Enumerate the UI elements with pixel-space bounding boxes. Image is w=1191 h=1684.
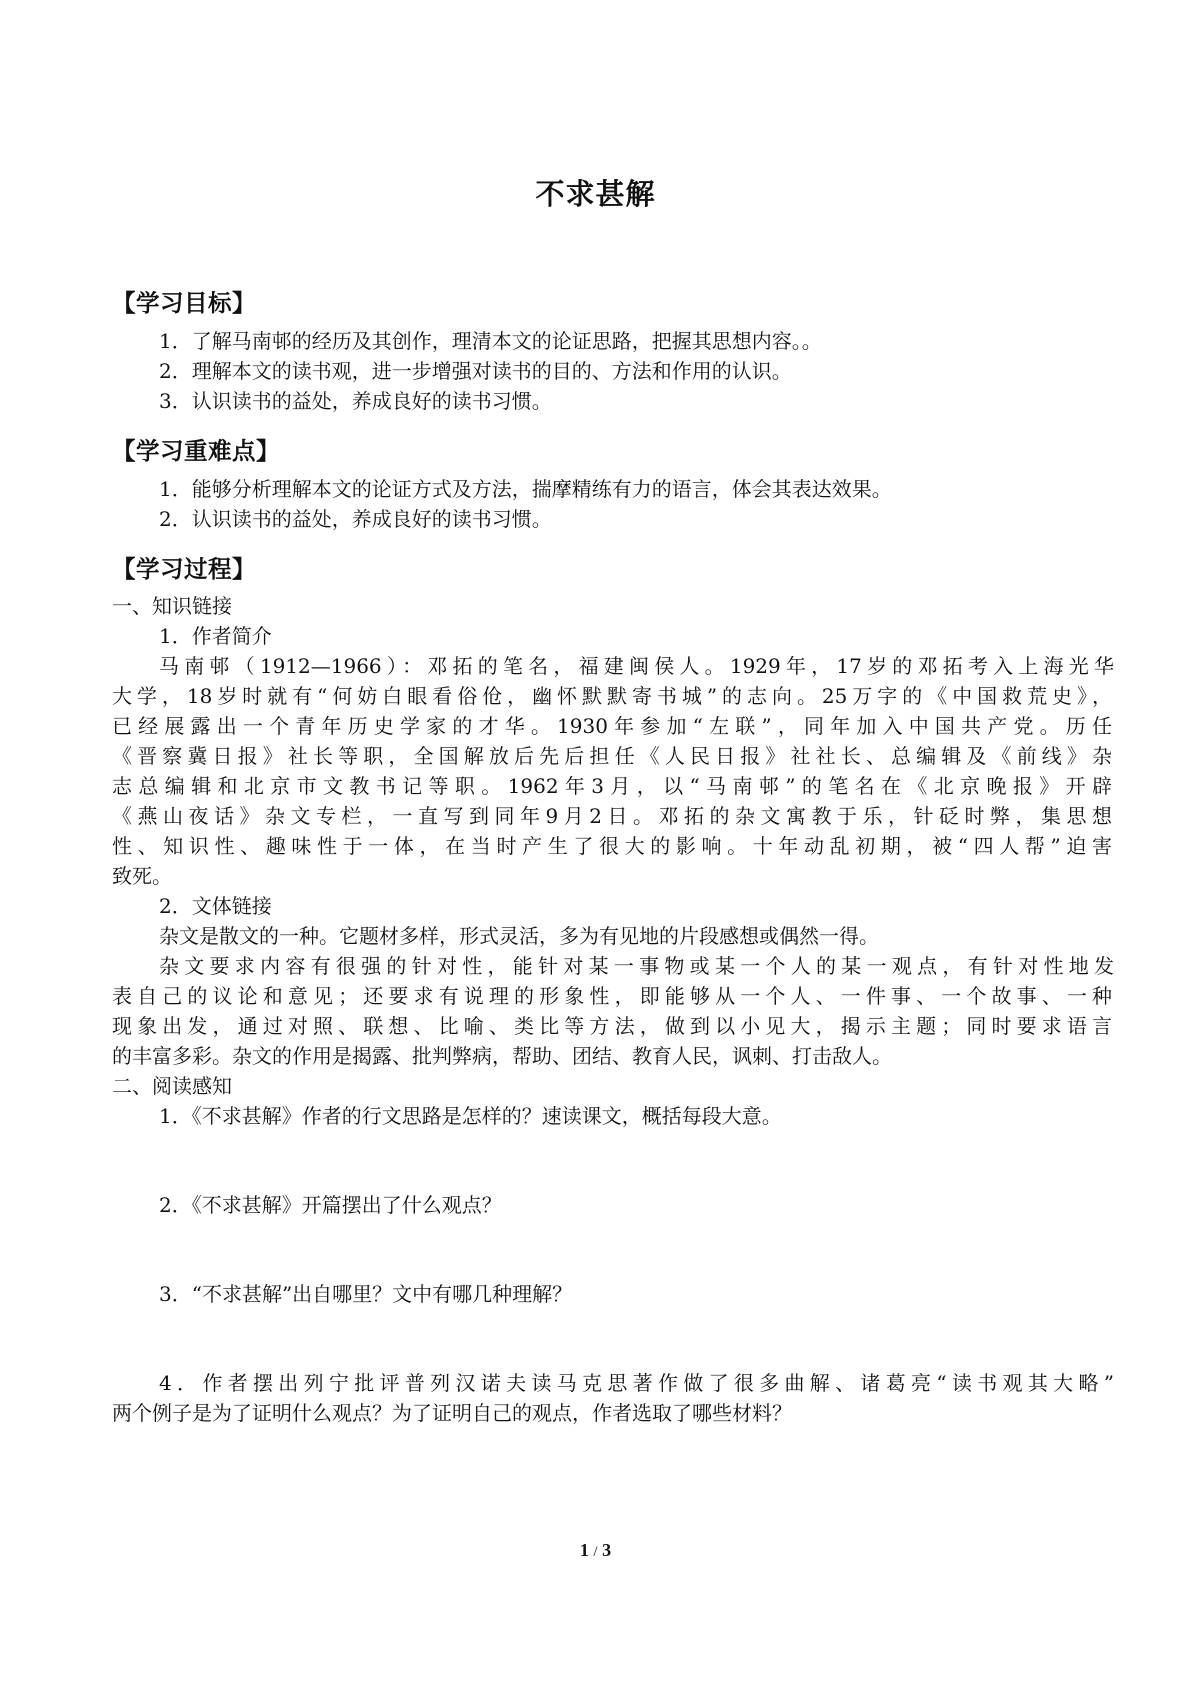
page-separator: / <box>593 1544 598 1560</box>
genre-paragraph-line: 现象出发，通过对照、联想、比喻、类比等方法，做到以小见大，揭示主题；同时要求语言 <box>112 1014 1112 1038</box>
subsection-title: 1．作者简介 <box>159 624 272 648</box>
part-title: 一、知识链接 <box>112 594 232 618</box>
question-item: 4．作者摆出列宁批评普列汉诺夫读马克思著作做了很多曲解、诸葛亮“读书观其大略” <box>159 1371 1114 1395</box>
page-title: 不求甚解 <box>535 177 656 211</box>
section-heading-goals: 【学习目标】 <box>112 289 256 317</box>
author-paragraph-line: 《晋察冀日报》社长等职，全国解放后先后担任《人民日报》社社长、总编辑及《前线》杂 <box>112 744 1112 768</box>
key-point-item: 2．认识读书的益处，养成良好的读书习惯。 <box>159 507 552 531</box>
goal-item: 2．理解本文的读书观，进一步增强对读书的目的、方法和作用的认识。 <box>159 359 792 383</box>
author-paragraph-line: 马南邨（1912—1966）：邓拓的笔名，福建闽侯人。1929年，17岁的邓拓考入上海光华 <box>159 654 1114 678</box>
goal-item: 1．了解马南邨的经历及其创作，理清本文的论证思路，把握其思想内容。。 <box>159 329 822 353</box>
page-number <box>0 1540 1191 1561</box>
subsection-title: 2．文体链接 <box>159 894 272 918</box>
genre-paragraph-line: 杂文是散文的一种。它题材多样，形式灵活，多为有见地的片段感想或偶然一得。 <box>159 924 879 948</box>
genre-paragraph-line: 杂文要求内容有很强的针对性，能针对某一事物或某一个人的某一观点，有针对性地发 <box>159 954 1114 978</box>
author-paragraph-line: 志总编辑和北京市文教书记等职。1962年3月，以“马南邨”的笔名在《北京晚报》开辟 <box>112 774 1112 798</box>
section-heading-key-points: 【学习重难点】 <box>112 437 280 465</box>
current-page: 1 <box>579 1540 589 1560</box>
question-item: 1．《不求甚解》作者的行文思路是怎样的？速读课文，概括每段大意。 <box>159 1104 782 1128</box>
part-title: 二、阅读感知 <box>112 1074 232 1098</box>
author-paragraph-line: 致死。 <box>112 864 172 888</box>
key-point-item: 1．能够分析理解本文的论证方式及方法，揣摩精练有力的语言，体会其表达效果。 <box>159 477 892 501</box>
total-pages: 3 <box>602 1540 612 1560</box>
section-heading-process: 【学习过程】 <box>112 555 256 583</box>
question-item-continued: 两个例子是为了证明什么观点？为了证明自己的观点，作者选取了哪些材料？ <box>112 1401 792 1425</box>
question-item: 3．“不求甚解”出自哪里？文中有哪几种理解？ <box>159 1282 573 1306</box>
author-paragraph-line: 已经展露出一个青年历史学家的才华。1930年参加“左联”，同年加入中国共产党。历任 <box>112 714 1112 738</box>
question-item: 2．《不求甚解》开篇摆出了什么观点？ <box>159 1193 502 1217</box>
author-paragraph-line: 《燕山夜话》杂文专栏，一直写到同年9月2日。邓拓的杂文寓教于乐，针砭时弊，集思想 <box>112 804 1112 828</box>
genre-paragraph-line: 的丰富多彩。杂文的作用是揭露、批判弊病，帮助、团结、教育人民，讽刺、打击敌人。 <box>112 1044 892 1068</box>
author-paragraph-line: 性、知识性、趣味性于一体，在当时产生了很大的影响。十年动乱初期，被“四人帮”迫害 <box>112 834 1112 858</box>
genre-paragraph-line: 表自己的议论和意见；还要求有说理的形象性，即能够从一个人、一件事、一个故事、一种 <box>112 984 1112 1008</box>
goal-item: 3．认识读书的益处，养成良好的读书习惯。 <box>159 389 552 413</box>
author-paragraph-line: 大学，18岁时就有“何妨白眼看俗伧，幽怀默默寄书城”的志向。25万字的《中国救荒史》， <box>112 684 1112 708</box>
